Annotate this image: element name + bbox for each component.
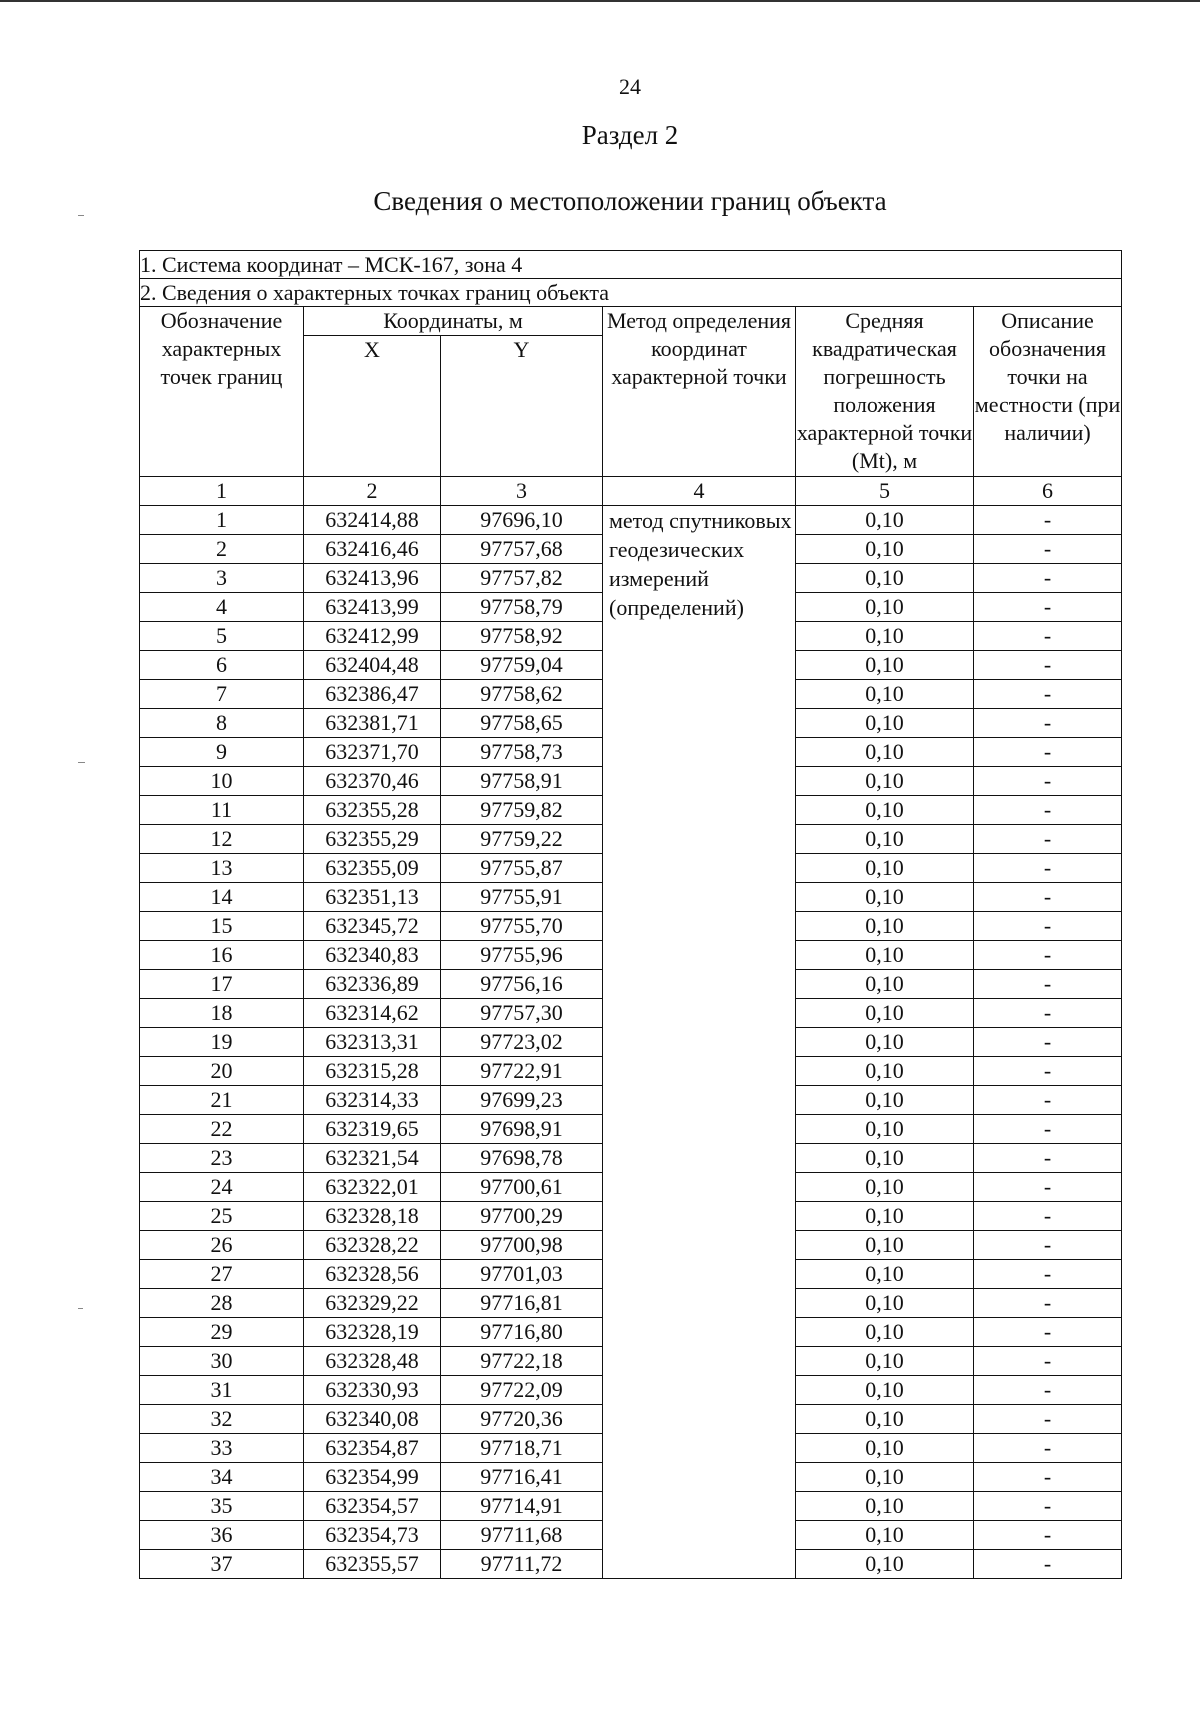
point-number: 35 [140, 1492, 304, 1521]
point-number: 20 [140, 1057, 304, 1086]
description-value: - [974, 1347, 1122, 1376]
coord-y: 97716,41 [441, 1463, 603, 1492]
point-number: 33 [140, 1434, 304, 1463]
coord-y: 97722,18 [441, 1347, 603, 1376]
error-value: 0,10 [796, 1173, 974, 1202]
error-value: 0,10 [796, 564, 974, 593]
coord-y: 97755,87 [441, 854, 603, 883]
point-number: 29 [140, 1318, 304, 1347]
method-cell: метод спутниковых геодезических измерений (определений) [603, 506, 796, 1579]
column-number: 3 [441, 477, 603, 506]
description-value: - [974, 1086, 1122, 1115]
error-value: 0,10 [796, 1347, 974, 1376]
coord-system-row [140, 251, 1122, 279]
coord-x: 632354,57 [304, 1492, 441, 1521]
point-number: 4 [140, 593, 304, 622]
error-value: 0,10 [796, 999, 974, 1028]
coord-x: 632413,96 [304, 564, 441, 593]
header-y: Y [441, 336, 603, 477]
error-value: 0,10 [796, 535, 974, 564]
table-body [140, 506, 1122, 1579]
coord-y: 97759,22 [441, 825, 603, 854]
column-numbers-row [140, 477, 1122, 506]
description-value: - [974, 912, 1122, 941]
points-caption-label: 2. Сведения о характерных точках границ объекта [140, 279, 1122, 307]
error-value: 0,10 [796, 1144, 974, 1173]
error-value: 0,10 [796, 767, 974, 796]
coord-x: 632381,71 [304, 709, 441, 738]
description-value: - [974, 767, 1122, 796]
coord-y: 97757,68 [441, 535, 603, 564]
point-number: 24 [140, 1173, 304, 1202]
description-value: - [974, 854, 1122, 883]
point-number: 18 [140, 999, 304, 1028]
point-number: 22 [140, 1115, 304, 1144]
point-number: 3 [140, 564, 304, 593]
error-value: 0,10 [796, 941, 974, 970]
description-value: - [974, 970, 1122, 999]
page-number: 24 [619, 74, 641, 99]
column-number: 2 [304, 477, 441, 506]
description-value: - [974, 1521, 1122, 1550]
coord-y: 97722,91 [441, 1057, 603, 1086]
point-number: 36 [140, 1521, 304, 1550]
coord-y: 97759,04 [441, 651, 603, 680]
error-value: 0,10 [796, 796, 974, 825]
coord-y: 97758,79 [441, 593, 603, 622]
error-value: 0,10 [796, 1318, 974, 1347]
error-value: 0,10 [796, 1550, 974, 1579]
error-value: 0,10 [796, 1492, 974, 1521]
error-value: 0,10 [796, 738, 974, 767]
coord-x: 632340,08 [304, 1405, 441, 1434]
description-value: - [974, 1434, 1122, 1463]
point-number: 9 [140, 738, 304, 767]
description-value: - [974, 1289, 1122, 1318]
coord-x: 632404,48 [304, 651, 441, 680]
point-number: 15 [140, 912, 304, 941]
coord-x: 632354,99 [304, 1463, 441, 1492]
point-number: 21 [140, 1086, 304, 1115]
point-number: 28 [140, 1289, 304, 1318]
section-title: Раздел 2 [581, 120, 679, 150]
point-number: 6 [140, 651, 304, 680]
point-number: 16 [140, 941, 304, 970]
coord-y: 97755,70 [441, 912, 603, 941]
point-number: 12 [140, 825, 304, 854]
error-value: 0,10 [796, 1463, 974, 1492]
point-number: 23 [140, 1144, 304, 1173]
coord-y: 97723,02 [441, 1028, 603, 1057]
error-value: 0,10 [796, 1086, 974, 1115]
coord-system-label: 1. Система координат – МСК-167, зона 4 [140, 251, 1122, 279]
coord-y: 97700,61 [441, 1173, 603, 1202]
coord-y: 97700,29 [441, 1202, 603, 1231]
coord-y: 97756,16 [441, 970, 603, 999]
error-value: 0,10 [796, 1405, 974, 1434]
description-value: - [974, 1463, 1122, 1492]
table-row [140, 506, 1122, 535]
description-value: - [974, 1550, 1122, 1579]
error-value: 0,10 [796, 622, 974, 651]
description-value: - [974, 506, 1122, 535]
description-value: - [974, 1318, 1122, 1347]
coord-x: 632328,22 [304, 1231, 441, 1260]
header-error: Средняя квадратическая погрешность положения характерной точки (Mt), м [796, 307, 974, 477]
error-value: 0,10 [796, 1376, 974, 1405]
error-value: 0,10 [796, 1289, 974, 1318]
header-coordinates: Координаты, м [304, 307, 603, 336]
error-value: 0,10 [796, 912, 974, 941]
error-value: 0,10 [796, 854, 974, 883]
coord-x: 632413,99 [304, 593, 441, 622]
point-number: 37 [140, 1550, 304, 1579]
coord-y: 97758,62 [441, 680, 603, 709]
error-value: 0,10 [796, 506, 974, 535]
description-value: - [974, 941, 1122, 970]
coord-x: 632355,28 [304, 796, 441, 825]
error-value: 0,10 [796, 593, 974, 622]
coord-x: 632336,89 [304, 970, 441, 999]
point-number: 17 [140, 970, 304, 999]
header-row [140, 307, 1122, 336]
coord-y: 97714,91 [441, 1492, 603, 1521]
point-number: 5 [140, 622, 304, 651]
error-value: 0,10 [796, 1521, 974, 1550]
column-number: 6 [974, 477, 1122, 506]
coord-x: 632319,65 [304, 1115, 441, 1144]
description-value: - [974, 535, 1122, 564]
description-value: - [974, 1231, 1122, 1260]
points-caption-row [140, 279, 1122, 307]
coord-y: 97711,68 [441, 1521, 603, 1550]
description-value: - [974, 796, 1122, 825]
description-value: - [974, 564, 1122, 593]
coord-x: 632354,87 [304, 1434, 441, 1463]
description-value: - [974, 1260, 1122, 1289]
description-value: - [974, 622, 1122, 651]
coord-x: 632329,22 [304, 1289, 441, 1318]
coord-x: 632355,09 [304, 854, 441, 883]
error-value: 0,10 [796, 680, 974, 709]
coord-y: 97758,65 [441, 709, 603, 738]
coord-x: 632328,56 [304, 1260, 441, 1289]
point-number: 1 [140, 506, 304, 535]
description-value: - [974, 1202, 1122, 1231]
coord-y: 97755,96 [441, 941, 603, 970]
coord-x: 632416,46 [304, 535, 441, 564]
point-number: 7 [140, 680, 304, 709]
description-value: - [974, 1492, 1122, 1521]
error-value: 0,10 [796, 1115, 974, 1144]
error-value: 0,10 [796, 970, 974, 999]
coord-y: 97699,23 [441, 1086, 603, 1115]
coord-x: 632351,13 [304, 883, 441, 912]
scan-margin-mark [78, 1308, 83, 1309]
coord-y: 97700,98 [441, 1231, 603, 1260]
coord-y: 97701,03 [441, 1260, 603, 1289]
header-method: Метод определения координат характерной точки [603, 307, 796, 477]
coord-y: 97716,80 [441, 1318, 603, 1347]
coord-y: 97720,36 [441, 1405, 603, 1434]
coord-x: 632414,88 [304, 506, 441, 535]
point-number: 32 [140, 1405, 304, 1434]
coord-x: 632322,01 [304, 1173, 441, 1202]
coord-x: 632354,73 [304, 1521, 441, 1550]
description-value: - [974, 680, 1122, 709]
point-number: 14 [140, 883, 304, 912]
description-value: - [974, 825, 1122, 854]
coord-y: 97758,92 [441, 622, 603, 651]
coord-y: 97757,30 [441, 999, 603, 1028]
description-value: - [974, 883, 1122, 912]
point-number: 31 [140, 1376, 304, 1405]
point-number: 2 [140, 535, 304, 564]
description-value: - [974, 1144, 1122, 1173]
point-number: 34 [140, 1463, 304, 1492]
coord-x: 632314,62 [304, 999, 441, 1028]
point-number: 26 [140, 1231, 304, 1260]
coord-y: 97759,82 [441, 796, 603, 825]
point-number: 11 [140, 796, 304, 825]
coord-y: 97716,81 [441, 1289, 603, 1318]
error-value: 0,10 [796, 651, 974, 680]
coord-x: 632355,29 [304, 825, 441, 854]
coord-y: 97696,10 [441, 506, 603, 535]
error-value: 0,10 [796, 825, 974, 854]
coord-x: 632328,18 [304, 1202, 441, 1231]
coord-x: 632328,19 [304, 1318, 441, 1347]
point-number: 10 [140, 767, 304, 796]
header-x: X [304, 336, 441, 477]
point-number: 25 [140, 1202, 304, 1231]
coord-y: 97758,73 [441, 738, 603, 767]
description-value: - [974, 1376, 1122, 1405]
coord-x: 632412,99 [304, 622, 441, 651]
document-title: Сведения о местоположении границ объекта [373, 186, 887, 216]
description-value: - [974, 1028, 1122, 1057]
coord-y: 97718,71 [441, 1434, 603, 1463]
description-value: - [974, 1173, 1122, 1202]
coord-y: 97758,91 [441, 767, 603, 796]
error-value: 0,10 [796, 1028, 974, 1057]
error-value: 0,10 [796, 1231, 974, 1260]
coord-x: 632345,72 [304, 912, 441, 941]
error-value: 0,10 [796, 1202, 974, 1231]
coord-x: 632330,93 [304, 1376, 441, 1405]
error-value: 0,10 [796, 1057, 974, 1086]
description-value: - [974, 738, 1122, 767]
description-value: - [974, 593, 1122, 622]
error-value: 0,10 [796, 1260, 974, 1289]
description-value: - [974, 1057, 1122, 1086]
point-number: 30 [140, 1347, 304, 1376]
header-description: Описание обозначения точки на местности (при наличии) [974, 307, 1122, 477]
point-number: 19 [140, 1028, 304, 1057]
coord-x: 632328,48 [304, 1347, 441, 1376]
scan-top-border [0, 0, 1200, 2]
point-number: 8 [140, 709, 304, 738]
point-number: 13 [140, 854, 304, 883]
coord-x: 632313,31 [304, 1028, 441, 1057]
scan-margin-mark [78, 762, 85, 763]
coord-y: 97757,82 [441, 564, 603, 593]
coord-y: 97698,78 [441, 1144, 603, 1173]
description-value: - [974, 1405, 1122, 1434]
error-value: 0,10 [796, 1434, 974, 1463]
column-number: 4 [603, 477, 796, 506]
coord-y: 97722,09 [441, 1376, 603, 1405]
coord-x: 632321,54 [304, 1144, 441, 1173]
column-number: 5 [796, 477, 974, 506]
column-number: 1 [140, 477, 304, 506]
coord-x: 632371,70 [304, 738, 441, 767]
description-value: - [974, 651, 1122, 680]
error-value: 0,10 [796, 709, 974, 738]
coord-x: 632355,57 [304, 1550, 441, 1579]
coord-y: 97698,91 [441, 1115, 603, 1144]
coord-y: 97755,91 [441, 883, 603, 912]
coord-x: 632315,28 [304, 1057, 441, 1086]
header-designation: Обозначение характерных точек границ [140, 307, 304, 477]
coord-x: 632370,46 [304, 767, 441, 796]
boundary-points-table [139, 250, 1122, 1579]
description-value: - [974, 709, 1122, 738]
coord-y: 97711,72 [441, 1550, 603, 1579]
coord-x: 632386,47 [304, 680, 441, 709]
coord-x: 632340,83 [304, 941, 441, 970]
point-number: 27 [140, 1260, 304, 1289]
description-value: - [974, 1115, 1122, 1144]
coord-x: 632314,33 [304, 1086, 441, 1115]
error-value: 0,10 [796, 883, 974, 912]
description-value: - [974, 999, 1122, 1028]
